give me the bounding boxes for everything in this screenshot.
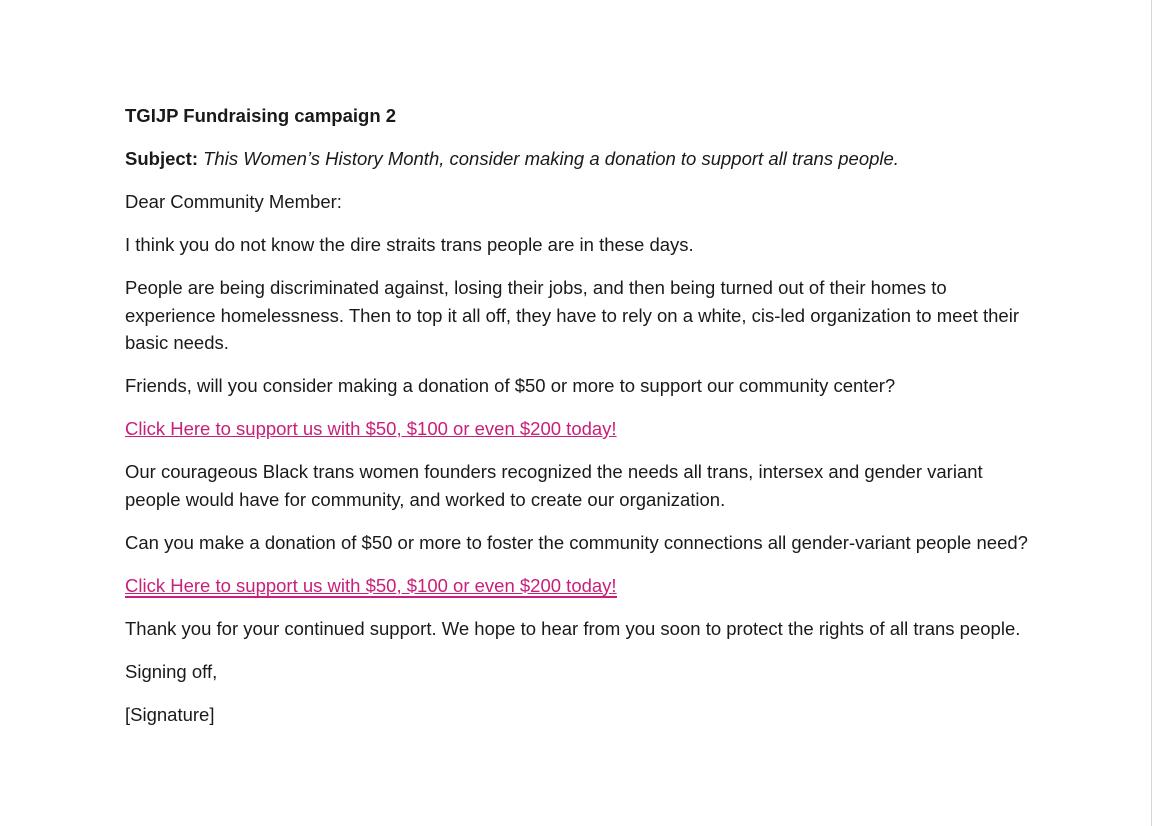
donate-link-2-row: [125, 572, 1030, 600]
paragraph-discrimination: People are being discriminated against, losing their jobs, and then being turned out of their homes to experience homelessness. Then to top it all off, they have to rely on a white, cis-led organization to meet their basic needs.: [125, 277, 1019, 353]
subject-text: This Women’s History Month, consider making a donation to support all trans people.: [203, 148, 899, 169]
document-title: TGIJP Fundraising campaign 2: [125, 105, 397, 126]
donate-link-2[interactable]: Click Here to support us with $50, $100 or even $200 today!: [125, 574, 617, 596]
subject-label: Subject:: [125, 148, 198, 169]
document-body: [125, 102, 1030, 744]
paragraph-intro: I think you do not know the dire straits trans people are in these days.: [125, 234, 694, 255]
sign-off: Signing off,: [125, 660, 218, 682]
paragraph-donation-ask-2: Can you make a donation of $50 or more to foster the community connections all gender-variant people need?: [125, 531, 1028, 553]
paragraph-founders: Our courageous Black trans women founders recognized the needs all trans, intersex and gender variant people would have for community, and worked to create our organization.: [125, 461, 983, 510]
donate-link-1[interactable]: Click Here to support us with $50, $100 or even $200 today!: [125, 418, 617, 439]
paragraph-donation-ask-1: Friends, will you consider making a donation of $50 or more to support our community center?: [125, 375, 896, 396]
signature: [Signature]: [125, 703, 215, 725]
greeting: Dear Community Member:: [125, 191, 342, 212]
paragraph-thank-you: Thank you for your continued support. We hope to hear from you soon to protect the rights of all trans people.: [125, 617, 1021, 639]
subject-line: [125, 145, 1030, 173]
donate-link-1-row: [125, 415, 1030, 443]
